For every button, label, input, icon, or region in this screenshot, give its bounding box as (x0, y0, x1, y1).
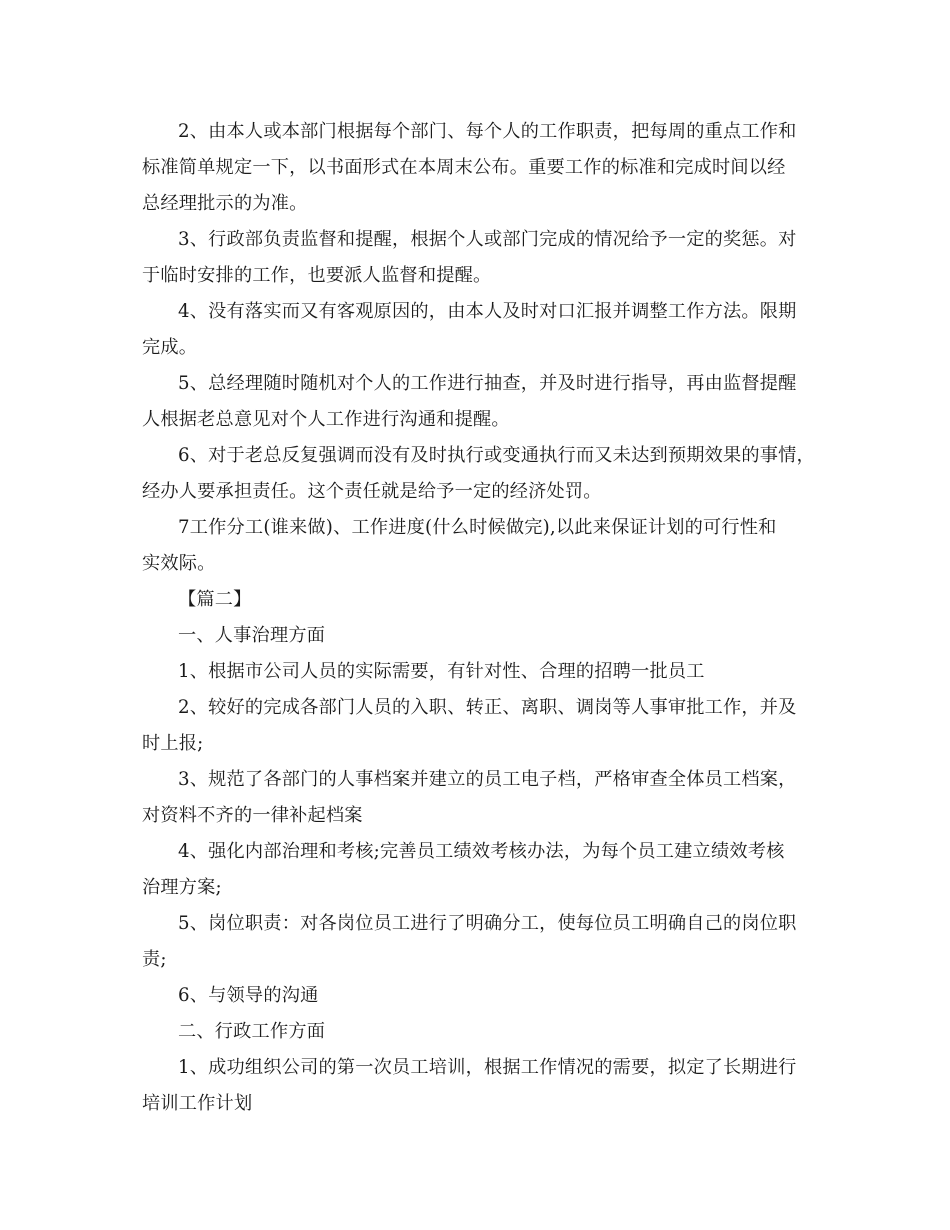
paragraph-6-line-1: 6、对于老总反复强调而没有及时执行或变通执行而又未达到预期效果的事情， (178, 445, 815, 466)
paragraph-3-line-2: 于临时安排的工作，也要派人监督和提醒。 (142, 265, 492, 286)
personnel-item-3-line-2: 对资料不齐的一律补起档案 (142, 805, 363, 826)
personnel-item-1: 1、根据市公司人员的实际需要，有针对性、合理的招聘一批员工 (178, 661, 705, 682)
personnel-item-4-line-2: 治理方案; (142, 877, 222, 898)
paragraph-4-line-1: 4、没有落实而又有客观原因的，由本人及时对口汇报并调整工作方法。限期 (178, 301, 797, 322)
personnel-item-3-line-1: 3、规范了各部门的人事档案并建立的员工电子档，严格审查全体员工档案， (178, 769, 797, 790)
administration-item-1-line-2: 培训工作计划 (142, 1093, 253, 1114)
personnel-item-2-line-2: 时上报; (142, 733, 204, 754)
administration-item-1-line-1: 1、成功组织公司的第一次员工培训，根据工作情况的需要，拟定了长期进行 (178, 1057, 797, 1078)
paragraph-2-line-3: 总经理批示的为准。 (142, 193, 308, 214)
paragraph-3-line-1: 3、行政部负责监督和提醒，根据个人或部门完成的情况给予一定的奖惩。对 (178, 229, 797, 250)
personnel-item-4-line-1: 4、强化内部治理和考核;完善员工绩效考核办法，为每个员工建立绩效考核 (178, 841, 785, 862)
paragraph-5-line-1: 5、总经理随时随机对个人的工作进行抽查，并及时进行指导，再由监督提醒 (178, 373, 797, 394)
paragraph-5-line-2: 人根据老总意见对个人工作进行沟通和提醒。 (142, 409, 510, 430)
paragraph-4-line-2: 完成。 (142, 337, 198, 358)
paragraph-7-line-2: 实效际。 (142, 553, 216, 574)
paragraph-7-line-1: 7工作分工(谁来做)、工作进度(什么时候做完),以此来保证计划的可行性和 (178, 517, 777, 538)
section-heading-personnel: 一、人事治理方面 (178, 625, 326, 646)
personnel-item-5-line-2: 责; (142, 949, 167, 970)
paragraph-2-line-1: 2、由本人或本部门根据每个部门、每个人的工作职责，把每周的重点工作和 (178, 121, 797, 142)
personnel-item-6: 6、与领导的沟通 (178, 985, 319, 1006)
section-heading-part-two: 【篇二】 (178, 589, 252, 610)
section-heading-administration: 二、行政工作方面 (178, 1021, 326, 1042)
paragraph-2-line-2: 标准简单规定一下，以书面形式在本周末公布。重要工作的标准和完成时间以经 (142, 157, 786, 178)
personnel-item-2-line-1: 2、较好的完成各部门人员的入职、转正、离职、调岗等人事审批工作，并及 (178, 697, 797, 718)
personnel-item-5-line-1: 5、岗位职责：对各岗位员工进行了明确分工，使每位员工明确自己的岗位职 (178, 913, 797, 934)
paragraph-6-line-2: 经办人要承担责任。这个责任就是给予一定的经济处罚。 (142, 481, 602, 502)
